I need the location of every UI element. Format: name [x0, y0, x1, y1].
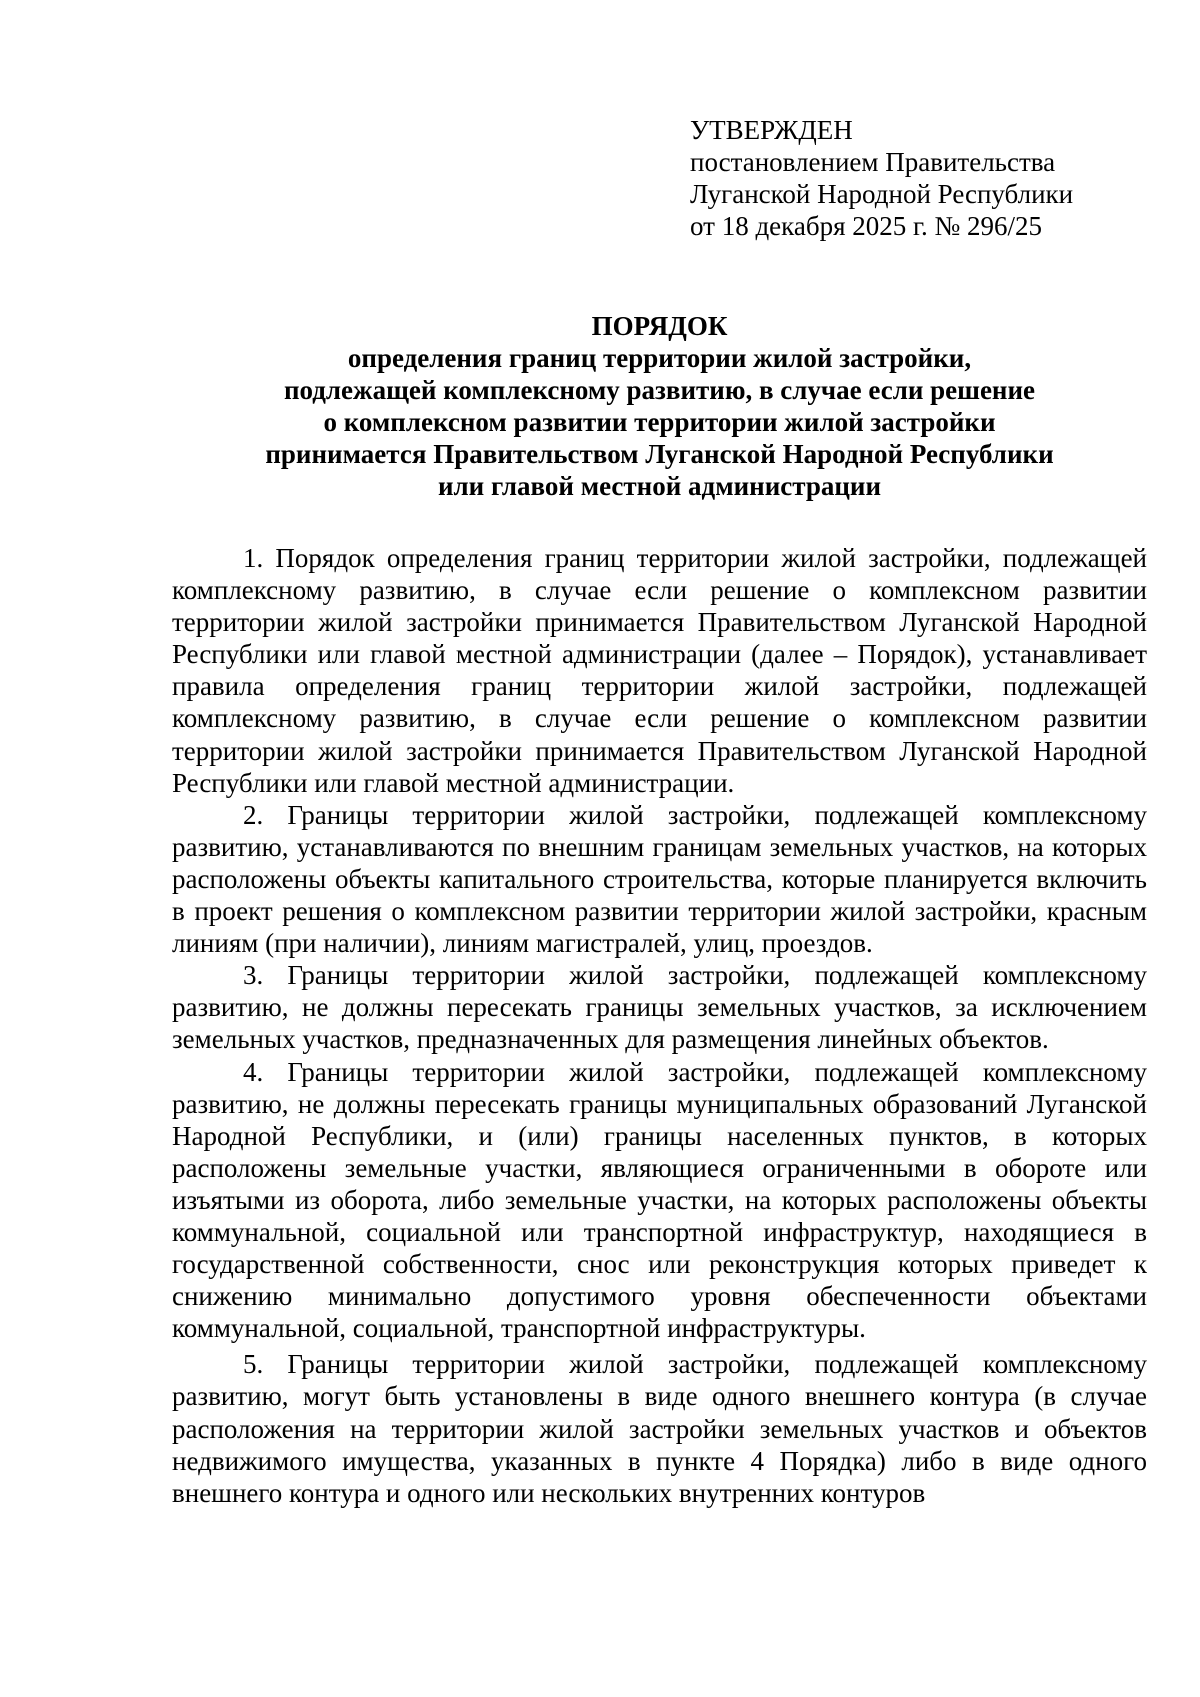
approval-date-number: от 18 декабря 2025 г. № 296/25	[690, 211, 1043, 241]
document-title	[172, 310, 1147, 502]
approval-authority: Луганской Народной Республики	[690, 179, 1074, 209]
approval-decree: постановлением Правительства	[690, 147, 1056, 177]
paragraph-4: 4. Границы территории жилой застройки, подлежащей комплексному развитию, не должны пересекать границы муниципальных образований Луганской Народной Республики, и (или) границы населенных пунктов, в которых расположены земельные участки, являющиеся ограниченными в обороте или изъятыми из оборота, либо земельные участки, на которых расположены объекты коммунальной, социальной или транспортной инфраструктур, находящиеся в государственной собственности, снос или реконструкция которых приведет к снижению минимально допустимого уровня обеспеченности объектами коммунальной, социальной, транспортной инфраструктуры.	[172, 1056, 1147, 1344]
paragraph-3: 3. Границы территории жилой застройки, подлежащей комплексному развитию, не должны пересекать границы земельных участков, за исключением земельных участков, предназначенных для размещения линейных объектов.	[172, 960, 1147, 1055]
approval-status: УТВЕРЖДЕН	[690, 115, 853, 145]
title-line: подлежащей комплексному развитию, в случае если решение	[283, 375, 1036, 405]
paragraph-1: 1. Порядок определения границ территории жилой застройки, подлежащей комплексному развитию, в случае если решение о комплексном развитии территории жилой застройки принимается Правительством Луганской Народной Республики или главой местной администрации (далее – Порядок), устанавливает правила определения границ территории жилой застройки, подлежащей комплексному развитию, в случае если решение о комплексном развитии территории жилой застройки принимается Правительством Луганской Народной Республики или главой местной администрации.	[172, 543, 1147, 798]
paragraph-2: 2. Границы территории жилой застройки, подлежащей комплексному развитию, устанавливаются по внешним границам земельных участков, на которых расположены объекты капитального строительства, которые планируется включить в проект решения о комплексном развитии территории жилой застройки, красным линиям (при наличии), линиям магистралей, улиц, проездов.	[172, 799, 1147, 959]
title-line: определения границ территории жилой застройки,	[347, 343, 972, 373]
document-body	[172, 542, 1147, 1509]
title-line: принимается Правительством Луганской Народной Республики	[265, 439, 1054, 469]
title-heading: ПОРЯДОК	[591, 311, 728, 341]
title-line: о комплексном развитии территории жилой застройки	[323, 407, 996, 437]
title-line: или главой местной администрации	[437, 471, 882, 501]
approval-stamp	[690, 114, 1170, 242]
paragraph-5: 5. Границы территории жилой застройки, подлежащей комплексному развитию, могут быть установлены в виде одного внешнего контура (в случае расположения на территории жилой застройки земельных участков и объектов недвижимого имущества, указанных в пункте 4 Порядка) либо в виде одного внешнего контура и одного или нескольких внутренних контуров	[172, 1349, 1147, 1508]
